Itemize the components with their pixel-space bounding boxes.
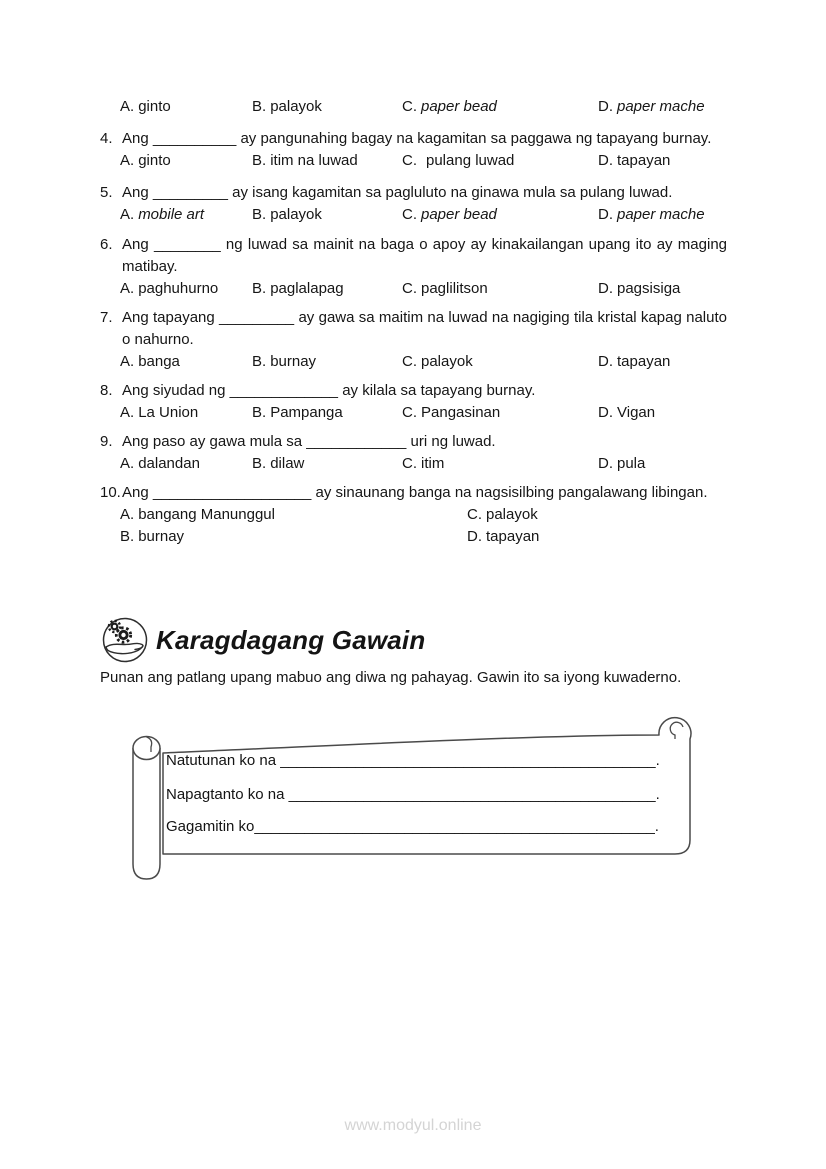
question-text: Ang __________ ay pangunahing bagay na kagamitan sa paggawa ng tapayang burnay. xyxy=(122,130,712,147)
option-c xyxy=(402,278,598,300)
option-c xyxy=(402,453,598,475)
question-number: 6. xyxy=(100,236,113,253)
option-d xyxy=(598,150,727,172)
hand-lines xyxy=(106,643,143,653)
option-b xyxy=(252,351,402,373)
option-letter: D. xyxy=(598,404,613,421)
question-number: 7. xyxy=(100,309,113,326)
website-watermark: www.modyul.online xyxy=(344,1117,482,1134)
option-d xyxy=(598,402,727,424)
option-text: La Union xyxy=(138,404,199,421)
question-number: 9. xyxy=(100,433,113,450)
option-letter: B. xyxy=(252,98,267,115)
option-text: banga xyxy=(138,353,180,370)
option-text: pula xyxy=(617,455,646,472)
option-b xyxy=(120,526,467,548)
question-4-options xyxy=(100,150,727,172)
option-text: itim na luwad xyxy=(270,152,358,169)
option-c xyxy=(402,402,598,424)
option-c xyxy=(467,504,727,526)
gears-in-hand-icon xyxy=(102,617,148,663)
option-c xyxy=(402,204,598,226)
option-letter: A. xyxy=(120,455,135,472)
option-text: palayok xyxy=(270,98,322,115)
option-c xyxy=(402,351,598,373)
option-letter: B. xyxy=(252,280,267,297)
option-letter: D. xyxy=(598,353,613,370)
option-d xyxy=(598,204,727,226)
option-letter: C. xyxy=(402,353,417,370)
option-letter: D. xyxy=(467,528,482,545)
scroll-banner xyxy=(125,706,711,896)
option-letter: C. xyxy=(402,455,417,472)
option-text: mobile art xyxy=(138,206,205,223)
option-text: pagsisiga xyxy=(617,280,681,297)
option-letter: A. xyxy=(120,280,135,297)
option-letter: A. xyxy=(120,506,135,523)
option-text: paper mache xyxy=(617,98,705,115)
option-b xyxy=(252,204,402,226)
option-b xyxy=(252,150,402,172)
question-number: 10. xyxy=(100,484,121,501)
option-text: Pangasinan xyxy=(421,404,501,421)
question-8-options xyxy=(100,402,727,424)
option-a xyxy=(120,351,252,373)
option-c xyxy=(402,96,598,118)
option-a xyxy=(120,96,252,118)
gear-large xyxy=(116,628,130,642)
question-9-options xyxy=(100,453,727,475)
option-a xyxy=(120,204,252,226)
option-letter: B. xyxy=(252,206,267,223)
option-d xyxy=(598,453,727,475)
option-text: paglalapag xyxy=(270,280,344,297)
option-letter: B. xyxy=(252,455,267,472)
option-d xyxy=(598,351,727,373)
option-text: dilaw xyxy=(270,455,305,472)
question-10 xyxy=(100,482,727,548)
question-5 xyxy=(100,182,727,226)
option-letter: D. xyxy=(598,455,613,472)
question-9 xyxy=(100,431,727,475)
option-c xyxy=(402,150,598,172)
question-6-options xyxy=(100,278,727,300)
option-letter: D. xyxy=(598,98,613,115)
option-letter: B. xyxy=(252,152,267,169)
option-letter: B. xyxy=(120,528,135,545)
question-7-options xyxy=(100,351,727,373)
question-text: Ang _________ ay isang kagamitan sa pagluluto na ginawa mula sa pulang luwad. xyxy=(122,184,673,201)
option-b xyxy=(252,402,402,424)
option-letter: D. xyxy=(598,280,613,297)
option-letter: A. xyxy=(120,206,135,223)
option-text: Vigan xyxy=(617,404,656,421)
option-text: paghuhurno xyxy=(138,280,219,297)
question-number: 8. xyxy=(100,382,113,399)
option-text: paper mache xyxy=(617,206,705,223)
option-text: itim xyxy=(421,455,445,472)
question-text: Ang siyudad ng _____________ ay kilala sa tapayang burnay. xyxy=(122,382,536,399)
option-letter: B. xyxy=(252,353,267,370)
option-text: dalandan xyxy=(138,455,200,472)
option-letter: D. xyxy=(598,206,613,223)
option-letter: C. xyxy=(402,98,417,115)
worksheet-body xyxy=(100,96,727,548)
activity-section-header xyxy=(102,617,425,663)
option-letter: C. xyxy=(467,506,482,523)
reflection-line-3: Gagamitin ko________________________________________________. xyxy=(166,818,659,835)
option-a xyxy=(120,278,252,300)
option-letter: A. xyxy=(120,353,135,370)
option-letter: D. xyxy=(598,152,613,169)
question-6 xyxy=(100,234,727,300)
option-text: burnay xyxy=(270,353,317,370)
option-text: tapayan xyxy=(486,528,540,545)
option-text: paglilitson xyxy=(421,280,488,297)
option-a xyxy=(120,150,252,172)
question-text: Ang ___________________ ay sinaunang banga na nagsisilbing pangalawang libingan. xyxy=(122,484,708,501)
reflection-line-2: Napagtanto ko na ____________________________________________. xyxy=(166,786,660,803)
question-text: Ang tapayang _________ ay gawa sa maitim na luwad na nagiging tila kristal kapag naluto o nahurno. xyxy=(122,309,727,348)
option-b xyxy=(252,278,402,300)
question-number: 4. xyxy=(100,130,113,147)
option-text: paper bead xyxy=(421,98,497,115)
activity-title: Karagdagang Gawain xyxy=(156,625,426,655)
question-3-options xyxy=(100,96,727,118)
question-7 xyxy=(100,307,727,373)
question-text: Ang ________ ng luwad sa mainit na baga o apoy ay kinakailangan upang ito ay maging matibay. xyxy=(122,236,727,275)
option-text: bangang Manunggul xyxy=(138,506,275,523)
question-text: Ang paso ay gawa mula sa ____________ uri ng luwad. xyxy=(122,433,496,450)
question-4 xyxy=(100,128,727,172)
option-letter: C. xyxy=(402,404,417,421)
question-10-options-row-1 xyxy=(100,504,727,526)
option-text: Pampanga xyxy=(270,404,343,421)
option-d xyxy=(467,526,727,548)
option-text: burnay xyxy=(138,528,185,545)
question-10-options-row-2 xyxy=(100,526,727,548)
option-letter: C. xyxy=(402,280,417,297)
question-number: 5. xyxy=(100,184,113,201)
option-text: palayok xyxy=(270,206,322,223)
option-text: ginto xyxy=(138,152,171,169)
option-d xyxy=(598,278,727,300)
option-a xyxy=(120,402,252,424)
option-text: paper bead xyxy=(421,206,497,223)
option-letter: B. xyxy=(252,404,267,421)
option-a xyxy=(120,453,252,475)
option-b xyxy=(252,453,402,475)
activity-instructions: Punan ang patlang upang mabuo ang diwa ng pahayag. Gawin ito sa iyong kuwaderno. xyxy=(100,669,682,686)
option-text: palayok xyxy=(421,353,473,370)
reflection-line-1: Natutunan ko na _____________________________________________. xyxy=(166,752,660,769)
option-letter: A. xyxy=(120,152,135,169)
option-b xyxy=(252,96,402,118)
option-letter: C. xyxy=(402,152,417,169)
question-5-options xyxy=(100,204,727,226)
option-letter: A. xyxy=(120,98,135,115)
option-d xyxy=(598,96,727,118)
option-text: tapayan xyxy=(617,152,671,169)
question-8 xyxy=(100,380,727,424)
option-text: ginto xyxy=(138,98,171,115)
option-text: pulang luwad xyxy=(426,152,515,169)
option-text: palayok xyxy=(486,506,538,523)
option-letter: C. xyxy=(402,206,417,223)
option-text: tapayan xyxy=(617,353,671,370)
option-letter: A. xyxy=(120,404,135,421)
option-a xyxy=(120,504,467,526)
